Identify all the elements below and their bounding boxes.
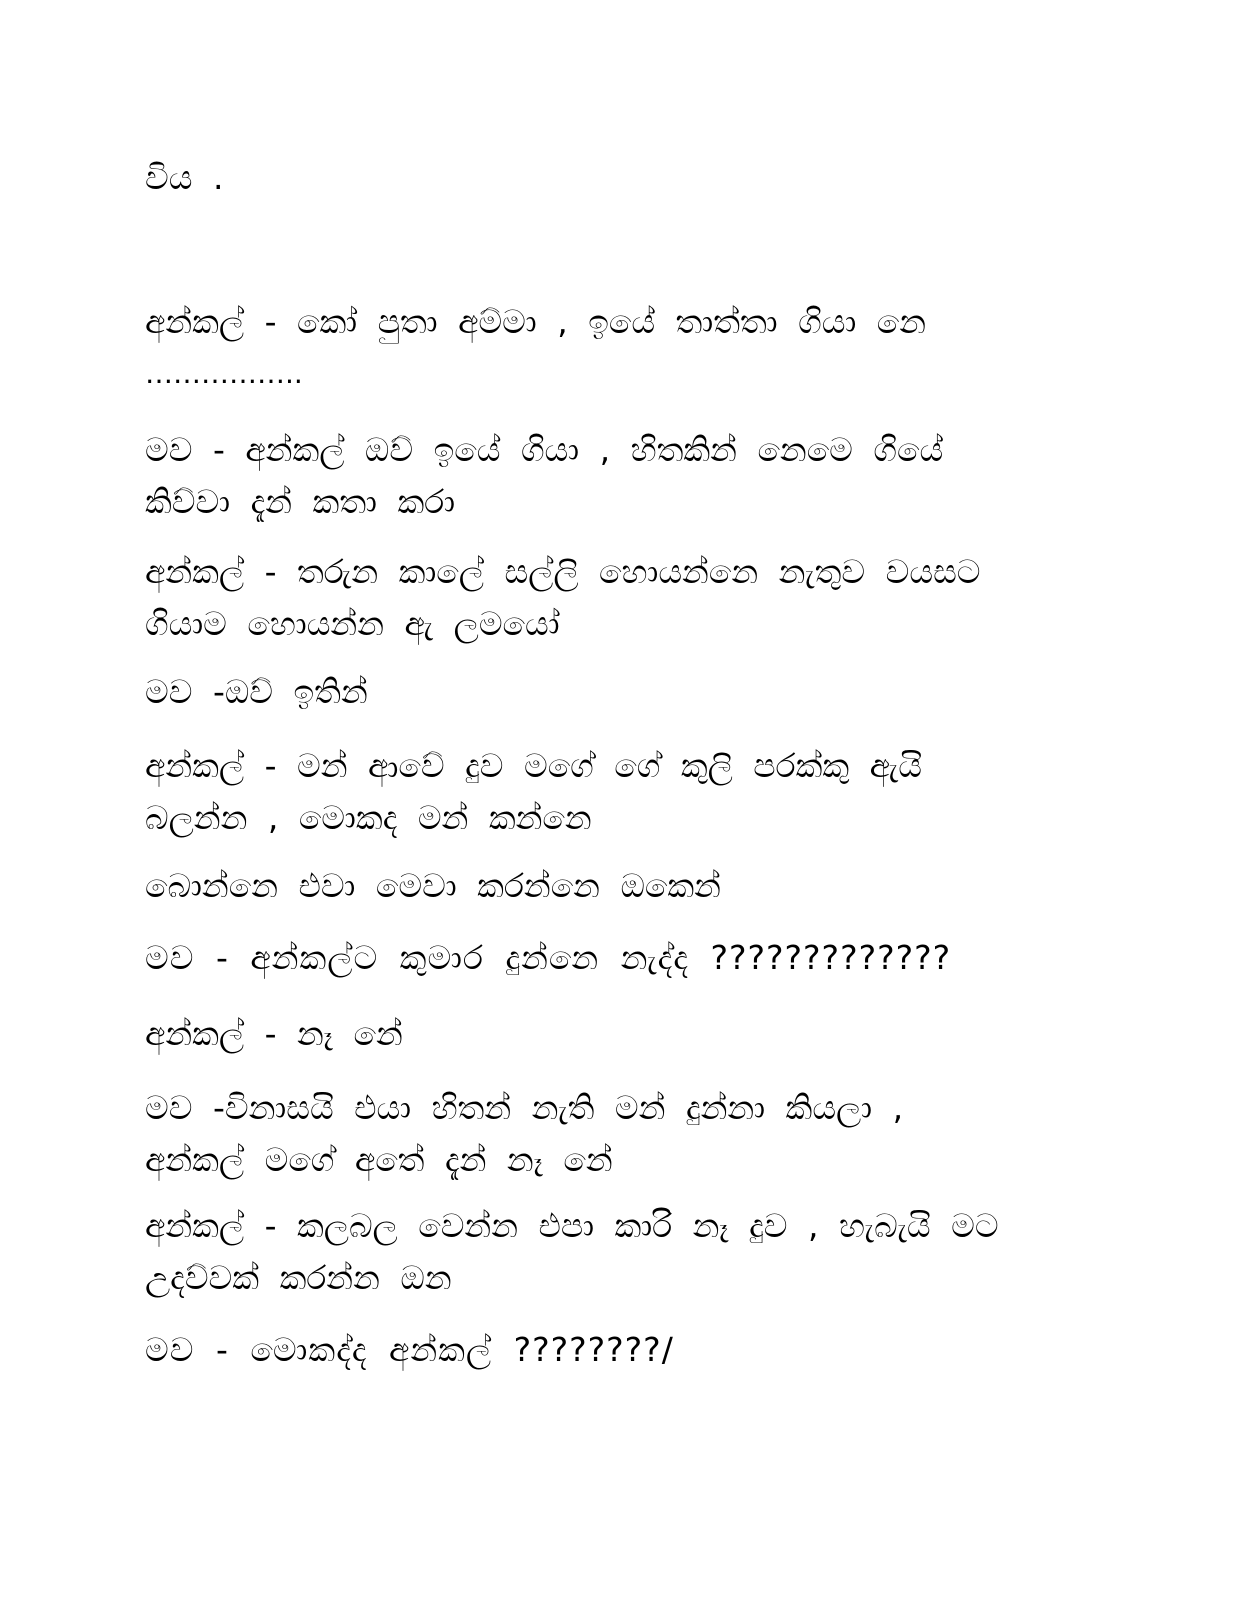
text-line: මව -විනාසයි එයා හිතන් නැති මන් දුන්නා කියලා , — [145, 1088, 904, 1127]
text-line: අන්කල් - කලබල වෙන්න එපා කාරි නෑ දුව , හැබැයි මට — [145, 1206, 999, 1245]
text-line: අන්කල් - නෑ නේ — [145, 1014, 403, 1053]
text-line: මව - මොකද්ද අන්කල් ????????/ — [145, 1330, 674, 1369]
text-line: ගියාම හොයන්න ඇ ලමයෝ — [145, 604, 560, 643]
paragraph-uncle-4 — [145, 1008, 1085, 1060]
text-line: අන්කල් - මන් ආවේ දුව මගේ ගේ කුලි පරක්කු ඇයි — [145, 746, 923, 785]
paragraph-mother-4 — [145, 1082, 1085, 1186]
text-line: උදව්වක් කරන්න ඔන — [145, 1258, 452, 1297]
text-line: විය . — [145, 158, 224, 197]
text-line: අන්කල් - තරුන කාලේ සල්ලි හොයන්නෙ නැතුව වයසට — [145, 552, 981, 591]
paragraph-mother-2 — [145, 666, 1085, 718]
text-line: …………….. — [145, 357, 303, 390]
text-line: අන්කල් - කෝ පුතා අම්මා , ඉයේ තාත්තා ගියා නෙ — [145, 302, 927, 341]
paragraph-uncle-2 — [145, 546, 1085, 650]
paragraph-mother-5 — [145, 1324, 1085, 1376]
text-line: කිව්වා දැන් කතා කරා — [145, 482, 456, 521]
text-line: බොන්නෙ එවා මෙවා කරන්නෙ ඔකෙන් — [145, 866, 721, 905]
paragraph-uncle-3-cont — [145, 860, 1085, 912]
paragraph-uncle-5 — [145, 1200, 1085, 1304]
text-line: මව - අන්කල් ඔව් ඉයේ ගියා , හිතකින් නෙමෙ ගියේ — [145, 430, 944, 469]
paragraph-intro — [145, 152, 1085, 204]
text-line: අන්කල් මගේ අතේ දැන් නෑ නේ — [145, 1140, 613, 1179]
text-line: මව - අන්කල්ට කුමාර දුන්නෙ නැද්ද ????????????? — [145, 938, 952, 977]
paragraph-uncle-3 — [145, 740, 1085, 844]
text-line: බලන්න , මොකද මන් කන්නෙ — [145, 798, 592, 837]
paragraph-mother-1 — [145, 424, 1085, 528]
text-line: මව -ඔව් ඉතින් — [145, 672, 368, 711]
paragraph-uncle-1 — [145, 296, 1085, 400]
paragraph-mother-3 — [145, 932, 1085, 984]
